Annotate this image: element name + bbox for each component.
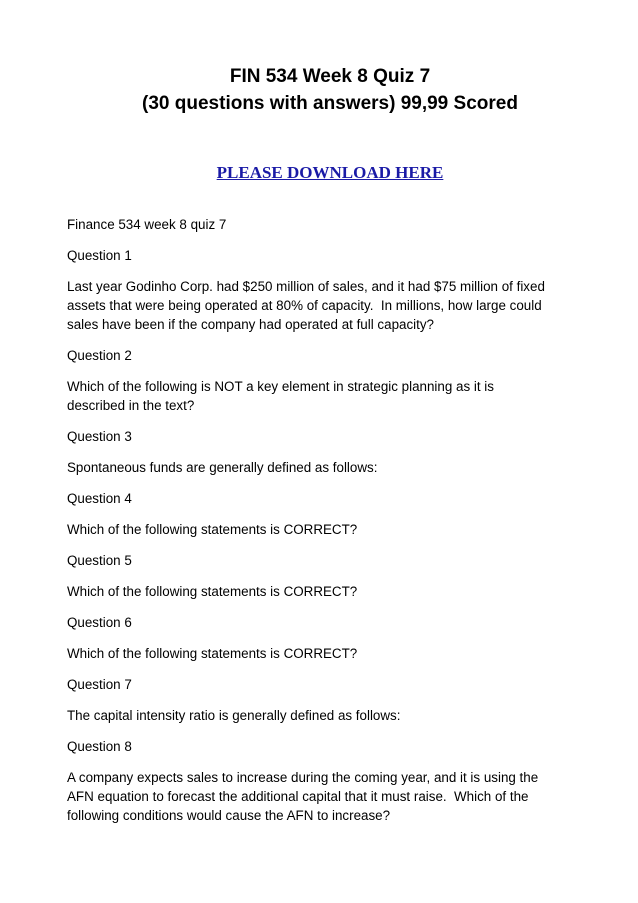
question-8-text: A company expects sales to increase during the coming year, and it is using the AFN equation to forecast the additional capital that it must raise. Which of the following conditions would cause the AFN to increase? (67, 770, 539, 823)
question-7-text: The capital intensity ratio is generally defined as follows: (67, 708, 401, 723)
question-4-label: Question 4 (67, 491, 132, 506)
question-5-text: Which of the following statements is CORRECT? (67, 584, 358, 599)
title-line-1: FIN 534 Week 8 Quiz 7 (229, 66, 431, 87)
question-1-text: Last year Godinho Corp. had $250 million of sales, and it had $75 million of fixed assets that were being operated at 80% of capacity. In millions, how large could sales have been if the company had operated at full capacity? (67, 279, 545, 332)
question-1-label: Question 1 (67, 248, 132, 263)
document-body (67, 215, 597, 837)
question-6-text: Which of the following statements is CORRECT? (67, 646, 358, 661)
question-3-text: Spontaneous funds are generally defined as follows: (67, 460, 378, 475)
question-8-label: Question 8 (67, 739, 132, 754)
question-2-label: Question 2 (67, 348, 132, 363)
question-5-label: Question 5 (67, 553, 132, 568)
question-2-text: Which of the following is NOT a key element in strategic planning as it is described in the text? (67, 379, 494, 413)
title-line-2: (30 questions with answers) 99,99 Scored (142, 93, 518, 114)
question-3-label: Question 3 (67, 429, 132, 444)
intro-text: Finance 534 week 8 quiz 7 (67, 217, 227, 232)
question-7-label: Question 7 (67, 677, 132, 692)
question-4-text: Which of the following statements is CORRECT? (67, 522, 358, 537)
download-link[interactable]: PLEASE DOWNLOAD HERE (216, 163, 444, 182)
document-title (0, 63, 638, 117)
question-6-label: Question 6 (67, 615, 132, 630)
